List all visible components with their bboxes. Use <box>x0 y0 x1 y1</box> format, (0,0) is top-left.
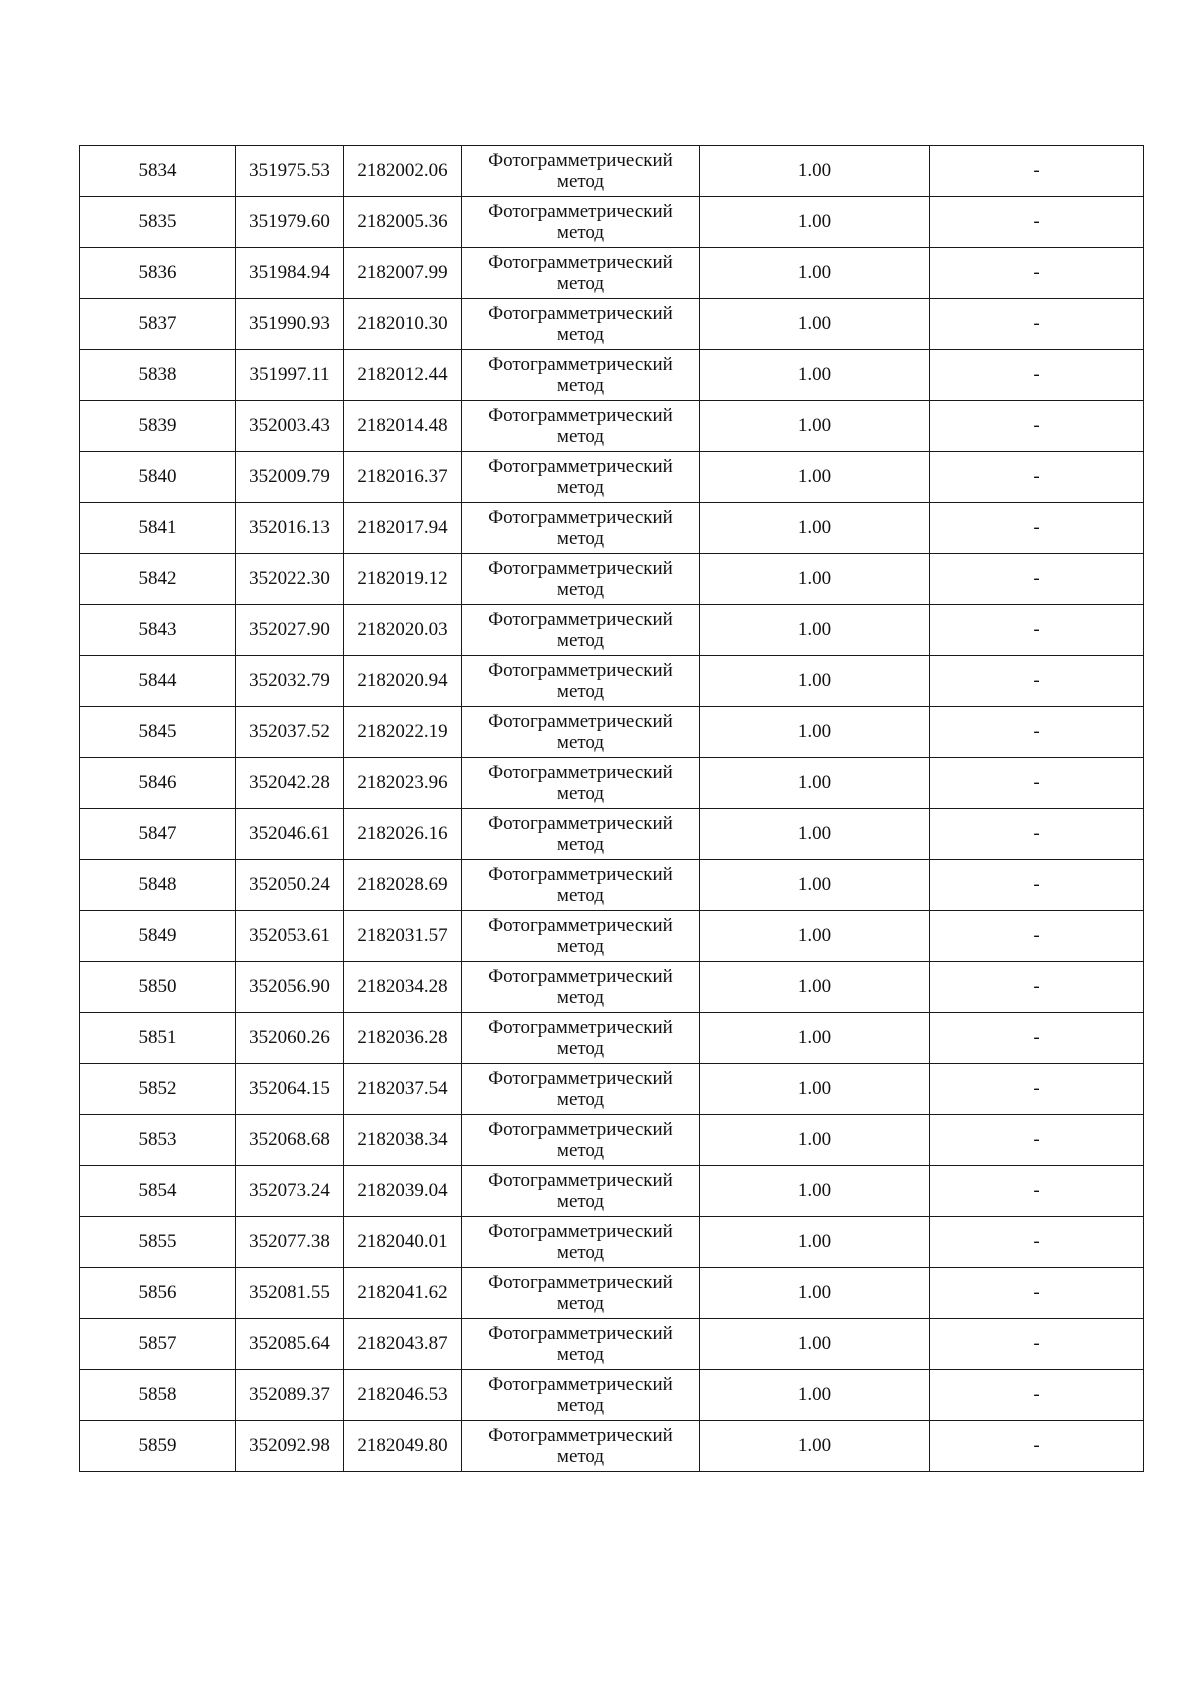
method-text-line: метод <box>556 783 605 804</box>
y-coordinate-cell: 2182019.12 <box>344 554 462 605</box>
note-cell: - <box>930 401 1144 452</box>
method-cell <box>462 452 700 503</box>
precision-cell: 1.00 <box>700 197 930 248</box>
method-text-line: метод <box>556 987 605 1008</box>
point-number-cell: 5846 <box>80 758 236 809</box>
point-number-cell: 5856 <box>80 1268 236 1319</box>
table-row <box>80 707 1144 758</box>
method-text-line: метод <box>556 630 605 651</box>
point-number-cell: 5859 <box>80 1421 236 1472</box>
x-coordinate-cell: 352003.43 <box>236 401 344 452</box>
precision-cell: 1.00 <box>700 656 930 707</box>
table-row <box>80 1115 1144 1166</box>
method-text-line: Фотограмметрический <box>488 660 673 681</box>
note-cell: - <box>930 503 1144 554</box>
method-cell <box>462 1115 700 1166</box>
table-row <box>80 758 1144 809</box>
precision-cell: 1.00 <box>700 248 930 299</box>
note-cell: - <box>930 860 1144 911</box>
y-coordinate-cell: 2182034.28 <box>344 962 462 1013</box>
method-text-line: Фотограмметрический <box>488 1374 673 1395</box>
y-coordinate-cell: 2182037.54 <box>344 1064 462 1115</box>
y-coordinate-cell: 2182005.36 <box>344 197 462 248</box>
method-text-line: метод <box>556 426 605 447</box>
x-coordinate-cell: 352077.38 <box>236 1217 344 1268</box>
note-cell: - <box>930 452 1144 503</box>
method-text-line: метод <box>556 222 605 243</box>
point-number-cell: 5853 <box>80 1115 236 1166</box>
precision-cell: 1.00 <box>700 707 930 758</box>
method-cell <box>462 707 700 758</box>
method-text-line: метод <box>556 681 605 702</box>
method-cell <box>462 146 700 197</box>
x-coordinate-cell: 352027.90 <box>236 605 344 656</box>
method-text-line: Фотограмметрический <box>488 1425 673 1446</box>
point-number-cell: 5852 <box>80 1064 236 1115</box>
x-coordinate-cell: 352056.90 <box>236 962 344 1013</box>
method-cell <box>462 656 700 707</box>
x-coordinate-cell: 352022.30 <box>236 554 344 605</box>
x-coordinate-cell: 352060.26 <box>236 1013 344 1064</box>
method-cell <box>462 860 700 911</box>
x-coordinate-cell: 352081.55 <box>236 1268 344 1319</box>
point-number-cell: 5842 <box>80 554 236 605</box>
point-number-cell: 5847 <box>80 809 236 860</box>
point-number-cell: 5857 <box>80 1319 236 1370</box>
method-cell <box>462 1319 700 1370</box>
method-text-line: Фотограмметрический <box>488 354 673 375</box>
point-number-cell: 5844 <box>80 656 236 707</box>
note-cell: - <box>930 1064 1144 1115</box>
coordinates-table <box>79 145 1144 1472</box>
method-text-line: Фотограмметрический <box>488 303 673 324</box>
method-text-line: метод <box>556 1191 605 1212</box>
precision-cell: 1.00 <box>700 554 930 605</box>
y-coordinate-cell: 2182041.62 <box>344 1268 462 1319</box>
method-text-line: Фотограмметрический <box>488 558 673 579</box>
note-cell: - <box>930 1421 1144 1472</box>
method-text-line: метод <box>556 579 605 600</box>
method-text-line: метод <box>556 528 605 549</box>
table-row <box>80 146 1144 197</box>
x-coordinate-cell: 352042.28 <box>236 758 344 809</box>
method-text-line: Фотограмметрический <box>488 762 673 783</box>
table-row <box>80 656 1144 707</box>
x-coordinate-cell: 352037.52 <box>236 707 344 758</box>
method-cell <box>462 299 700 350</box>
table-row <box>80 401 1144 452</box>
method-text-line: Фотограмметрический <box>488 252 673 273</box>
method-text-line: метод <box>556 885 605 906</box>
x-coordinate-cell: 352073.24 <box>236 1166 344 1217</box>
method-text-line: Фотограмметрический <box>488 1170 673 1191</box>
method-cell <box>462 962 700 1013</box>
method-cell <box>462 1370 700 1421</box>
method-cell <box>462 1166 700 1217</box>
method-cell <box>462 809 700 860</box>
precision-cell: 1.00 <box>700 1166 930 1217</box>
point-number-cell: 5858 <box>80 1370 236 1421</box>
y-coordinate-cell: 2182028.69 <box>344 860 462 911</box>
point-number-cell: 5851 <box>80 1013 236 1064</box>
precision-cell: 1.00 <box>700 1217 930 1268</box>
point-number-cell: 5835 <box>80 197 236 248</box>
method-text-line: метод <box>556 1446 605 1467</box>
y-coordinate-cell: 2182043.87 <box>344 1319 462 1370</box>
x-coordinate-cell: 352050.24 <box>236 860 344 911</box>
y-coordinate-cell: 2182020.94 <box>344 656 462 707</box>
method-cell <box>462 605 700 656</box>
table-body <box>80 146 1144 1472</box>
method-text-line: метод <box>556 1038 605 1059</box>
method-text-line: метод <box>556 936 605 957</box>
method-text-line: метод <box>556 477 605 498</box>
precision-cell: 1.00 <box>700 503 930 554</box>
method-text-line: метод <box>556 1395 605 1416</box>
method-cell <box>462 401 700 452</box>
y-coordinate-cell: 2182007.99 <box>344 248 462 299</box>
method-text-line: метод <box>556 375 605 396</box>
method-text-line: Фотограмметрический <box>488 1068 673 1089</box>
point-number-cell: 5850 <box>80 962 236 1013</box>
method-text-line: метод <box>556 171 605 192</box>
x-coordinate-cell: 351997.11 <box>236 350 344 401</box>
point-number-cell: 5838 <box>80 350 236 401</box>
note-cell: - <box>930 350 1144 401</box>
point-number-cell: 5848 <box>80 860 236 911</box>
method-text-line: Фотограмметрический <box>488 1119 673 1140</box>
table-row <box>80 605 1144 656</box>
y-coordinate-cell: 2182039.04 <box>344 1166 462 1217</box>
table-row <box>80 197 1144 248</box>
point-number-cell: 5854 <box>80 1166 236 1217</box>
y-coordinate-cell: 2182049.80 <box>344 1421 462 1472</box>
point-number-cell: 5845 <box>80 707 236 758</box>
y-coordinate-cell: 2182020.03 <box>344 605 462 656</box>
method-text-line: Фотограмметрический <box>488 966 673 987</box>
method-text-line: Фотограмметрический <box>488 915 673 936</box>
method-text-line: метод <box>556 1242 605 1263</box>
note-cell: - <box>930 758 1144 809</box>
y-coordinate-cell: 2182036.28 <box>344 1013 462 1064</box>
x-coordinate-cell: 352085.64 <box>236 1319 344 1370</box>
method-text-line: метод <box>556 732 605 753</box>
method-cell <box>462 1268 700 1319</box>
point-number-cell: 5836 <box>80 248 236 299</box>
table-row <box>80 1013 1144 1064</box>
method-text-line: метод <box>556 324 605 345</box>
method-cell <box>462 350 700 401</box>
precision-cell: 1.00 <box>700 1421 930 1472</box>
precision-cell: 1.00 <box>700 1115 930 1166</box>
y-coordinate-cell: 2182023.96 <box>344 758 462 809</box>
table-row <box>80 1064 1144 1115</box>
method-cell <box>462 1064 700 1115</box>
table-row <box>80 554 1144 605</box>
y-coordinate-cell: 2182022.19 <box>344 707 462 758</box>
y-coordinate-cell: 2182012.44 <box>344 350 462 401</box>
note-cell: - <box>930 146 1144 197</box>
precision-cell: 1.00 <box>700 1370 930 1421</box>
table-row <box>80 860 1144 911</box>
note-cell: - <box>930 1115 1144 1166</box>
point-number-cell: 5841 <box>80 503 236 554</box>
note-cell: - <box>930 248 1144 299</box>
precision-cell: 1.00 <box>700 1013 930 1064</box>
y-coordinate-cell: 2182010.30 <box>344 299 462 350</box>
x-coordinate-cell: 352009.79 <box>236 452 344 503</box>
table-row <box>80 452 1144 503</box>
y-coordinate-cell: 2182017.94 <box>344 503 462 554</box>
note-cell: - <box>930 605 1144 656</box>
method-cell <box>462 554 700 605</box>
table-row <box>80 962 1144 1013</box>
method-cell <box>462 503 700 554</box>
x-coordinate-cell: 352092.98 <box>236 1421 344 1472</box>
method-text-line: Фотограмметрический <box>488 201 673 222</box>
point-number-cell: 5834 <box>80 146 236 197</box>
table-row <box>80 1370 1144 1421</box>
point-number-cell: 5840 <box>80 452 236 503</box>
point-number-cell: 5855 <box>80 1217 236 1268</box>
table-row <box>80 248 1144 299</box>
method-text-line: метод <box>556 1140 605 1161</box>
point-number-cell: 5843 <box>80 605 236 656</box>
method-text-line: Фотограмметрический <box>488 405 673 426</box>
table-row <box>80 911 1144 962</box>
method-cell <box>462 248 700 299</box>
method-text-line: метод <box>556 1089 605 1110</box>
method-cell <box>462 1013 700 1064</box>
method-text-line: Фотограмметрический <box>488 1017 673 1038</box>
precision-cell: 1.00 <box>700 299 930 350</box>
note-cell: - <box>930 1217 1144 1268</box>
note-cell: - <box>930 707 1144 758</box>
precision-cell: 1.00 <box>700 401 930 452</box>
precision-cell: 1.00 <box>700 809 930 860</box>
x-coordinate-cell: 352064.15 <box>236 1064 344 1115</box>
method-cell <box>462 197 700 248</box>
method-cell <box>462 1421 700 1472</box>
precision-cell: 1.00 <box>700 452 930 503</box>
method-cell <box>462 1217 700 1268</box>
x-coordinate-cell: 352046.61 <box>236 809 344 860</box>
note-cell: - <box>930 1013 1144 1064</box>
method-text-line: метод <box>556 834 605 855</box>
note-cell: - <box>930 1268 1144 1319</box>
precision-cell: 1.00 <box>700 1319 930 1370</box>
note-cell: - <box>930 1319 1144 1370</box>
x-coordinate-cell: 352053.61 <box>236 911 344 962</box>
method-text-line: Фотограмметрический <box>488 1323 673 1344</box>
table-row <box>80 1166 1144 1217</box>
x-coordinate-cell: 352016.13 <box>236 503 344 554</box>
note-cell: - <box>930 1370 1144 1421</box>
method-text-line: метод <box>556 1293 605 1314</box>
precision-cell: 1.00 <box>700 860 930 911</box>
table-row <box>80 299 1144 350</box>
y-coordinate-cell: 2182046.53 <box>344 1370 462 1421</box>
method-text-line: Фотограмметрический <box>488 813 673 834</box>
y-coordinate-cell: 2182014.48 <box>344 401 462 452</box>
y-coordinate-cell: 2182038.34 <box>344 1115 462 1166</box>
y-coordinate-cell: 2182002.06 <box>344 146 462 197</box>
x-coordinate-cell: 352089.37 <box>236 1370 344 1421</box>
note-cell: - <box>930 299 1144 350</box>
method-text-line: Фотограмметрический <box>488 1221 673 1242</box>
note-cell: - <box>930 197 1144 248</box>
precision-cell: 1.00 <box>700 758 930 809</box>
method-text-line: метод <box>556 1344 605 1365</box>
method-text-line: Фотограмметрический <box>488 150 673 171</box>
precision-cell: 1.00 <box>700 146 930 197</box>
precision-cell: 1.00 <box>700 605 930 656</box>
method-text-line: Фотограмметрический <box>488 609 673 630</box>
note-cell: - <box>930 911 1144 962</box>
method-text-line: Фотограмметрический <box>488 864 673 885</box>
point-number-cell: 5839 <box>80 401 236 452</box>
y-coordinate-cell: 2182026.16 <box>344 809 462 860</box>
x-coordinate-cell: 352032.79 <box>236 656 344 707</box>
table-row <box>80 809 1144 860</box>
x-coordinate-cell: 351979.60 <box>236 197 344 248</box>
y-coordinate-cell: 2182040.01 <box>344 1217 462 1268</box>
note-cell: - <box>930 809 1144 860</box>
table-row <box>80 1217 1144 1268</box>
point-number-cell: 5837 <box>80 299 236 350</box>
x-coordinate-cell: 351975.53 <box>236 146 344 197</box>
table-row <box>80 1421 1144 1472</box>
note-cell: - <box>930 1166 1144 1217</box>
table-row <box>80 350 1144 401</box>
note-cell: - <box>930 962 1144 1013</box>
method-text-line: метод <box>556 273 605 294</box>
precision-cell: 1.00 <box>700 350 930 401</box>
precision-cell: 1.00 <box>700 962 930 1013</box>
table-row <box>80 503 1144 554</box>
x-coordinate-cell: 351984.94 <box>236 248 344 299</box>
note-cell: - <box>930 554 1144 605</box>
method-cell <box>462 911 700 962</box>
precision-cell: 1.00 <box>700 1064 930 1115</box>
x-coordinate-cell: 352068.68 <box>236 1115 344 1166</box>
x-coordinate-cell: 351990.93 <box>236 299 344 350</box>
y-coordinate-cell: 2182031.57 <box>344 911 462 962</box>
y-coordinate-cell: 2182016.37 <box>344 452 462 503</box>
table-row <box>80 1268 1144 1319</box>
method-text-line: Фотограмметрический <box>488 1272 673 1293</box>
method-text-line: Фотограмметрический <box>488 711 673 732</box>
precision-cell: 1.00 <box>700 911 930 962</box>
method-text-line: Фотограмметрический <box>488 507 673 528</box>
point-number-cell: 5849 <box>80 911 236 962</box>
note-cell: - <box>930 656 1144 707</box>
precision-cell: 1.00 <box>700 1268 930 1319</box>
method-text-line: Фотограмметрический <box>488 456 673 477</box>
method-cell <box>462 758 700 809</box>
table-row <box>80 1319 1144 1370</box>
